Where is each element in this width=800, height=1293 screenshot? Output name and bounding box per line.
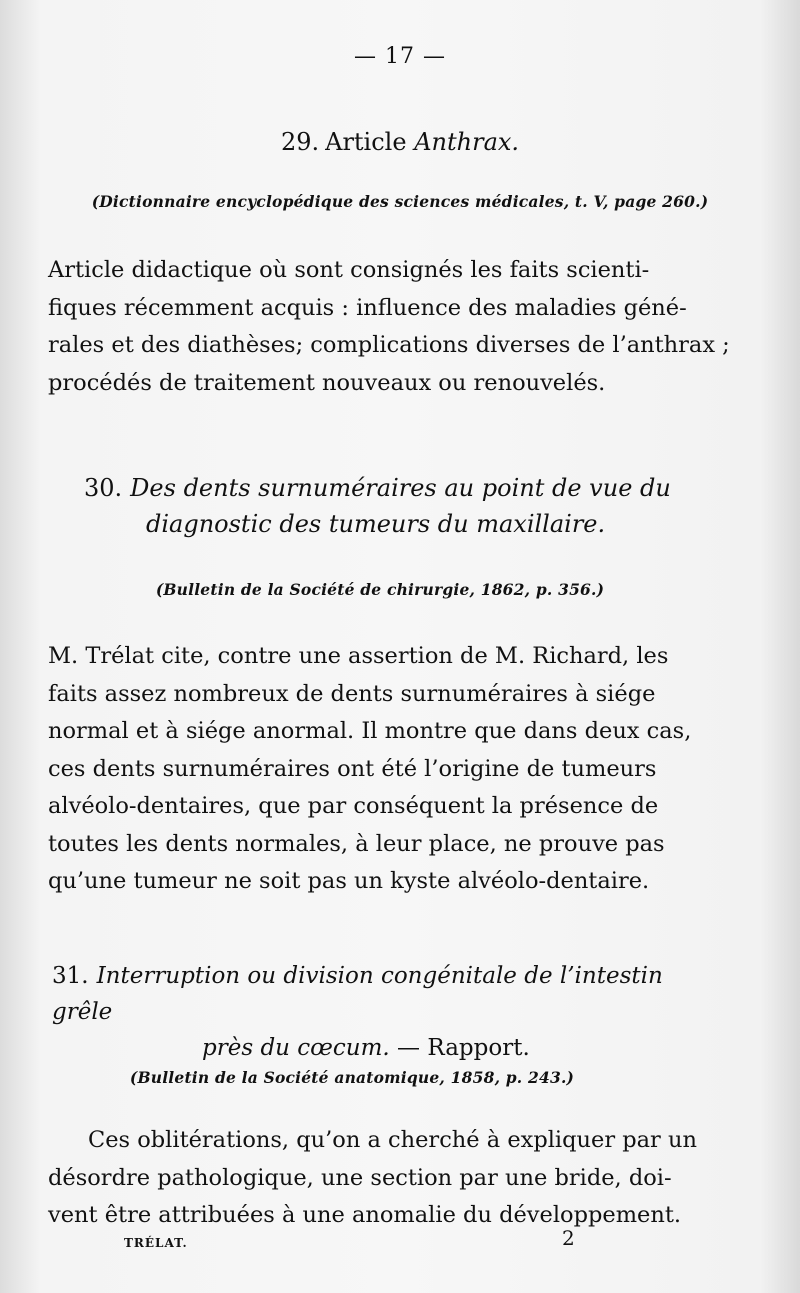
entry-31-body bbox=[48, 1122, 697, 1235]
entry-31-line: vent être attribuées à une anomalie du développement. bbox=[48, 1202, 682, 1228]
entry-30-title-line1: Des dents surnuméraires au point de vue du bbox=[130, 474, 671, 502]
entry-29-body bbox=[48, 252, 730, 402]
entry-30-line: ces dents surnuméraires ont été l’origine de tumeurs bbox=[48, 755, 657, 782]
entry-31-reference: (Bulletin de la Société anatomique, 1858, p. 243.) bbox=[129, 1068, 575, 1087]
entry-31-line: désordre pathologique, une section par une bride, doi- bbox=[48, 1164, 672, 1191]
entry-30-line: qu’une tumeur ne soit pas un kyste alvéolo-dentaire. bbox=[48, 868, 650, 894]
entry-30-line: alvéolo-dentaires, que par conséquent la présence de bbox=[48, 793, 659, 819]
entry-30-reference: (Bulletin de la Société de chirurgie, 1862, p. 356.) bbox=[155, 580, 605, 599]
entry-30-line: faits assez nombreux de dents surnuméraires à siége bbox=[48, 680, 656, 707]
entry-29-line: procédés de traitement nouveaux ou renouvelés. bbox=[48, 369, 606, 396]
entry-29-title-italic: Anthrax. bbox=[414, 128, 520, 156]
entry-29-reference: (Dictionnaire encyclopédique des sciences médicales, t. V, page 260.) bbox=[91, 192, 709, 211]
entry-31-number: 31. bbox=[52, 963, 89, 989]
entry-29-title bbox=[0, 128, 800, 156]
entry-30-line: toutes les dents normales, à leur place, ne prouve pas bbox=[48, 830, 665, 857]
entry-31-title bbox=[52, 958, 692, 1066]
signature-mark: TRÉLAT. bbox=[124, 1236, 188, 1250]
entry-31-title-line1: Interruption ou division congénitale de l’intestin grêle bbox=[52, 963, 663, 1025]
entry-31-title-line2-italic: près du cœcum. bbox=[202, 1035, 390, 1061]
entry-31-title-line2-plain: — Rapport. bbox=[397, 1035, 530, 1061]
entry-30-line: M. Trélat cite, contre une assertion de M. Richard, les bbox=[48, 643, 669, 669]
entry-30-body bbox=[48, 638, 692, 901]
entry-30-title bbox=[84, 470, 704, 542]
entry-29-line: Article didactique où sont consignés les faits scienti- bbox=[48, 257, 650, 283]
entry-30-title-line2: diagnostic des tumeurs du maxillaire. bbox=[146, 510, 606, 538]
entry-29-number: 29. bbox=[280, 128, 320, 156]
entry-30-number: 30. bbox=[84, 474, 123, 502]
entry-29-line: fiques récemment acquis : influence des maladies géné- bbox=[48, 294, 687, 321]
entry-30-line: normal et à siége anormal. Il montre que dans deux cas, bbox=[48, 718, 692, 744]
sheet-number: 2 bbox=[562, 1226, 575, 1250]
entry-31-line: Ces oblitérations, qu’on a cherché à expliquer par un bbox=[88, 1127, 697, 1153]
entry-29-title-prefix: Article bbox=[325, 128, 407, 156]
page-number: — 17 — bbox=[354, 44, 446, 69]
entry-29-line: rales et des diathèses; complications diverses de l’anthrax ; bbox=[48, 332, 730, 358]
